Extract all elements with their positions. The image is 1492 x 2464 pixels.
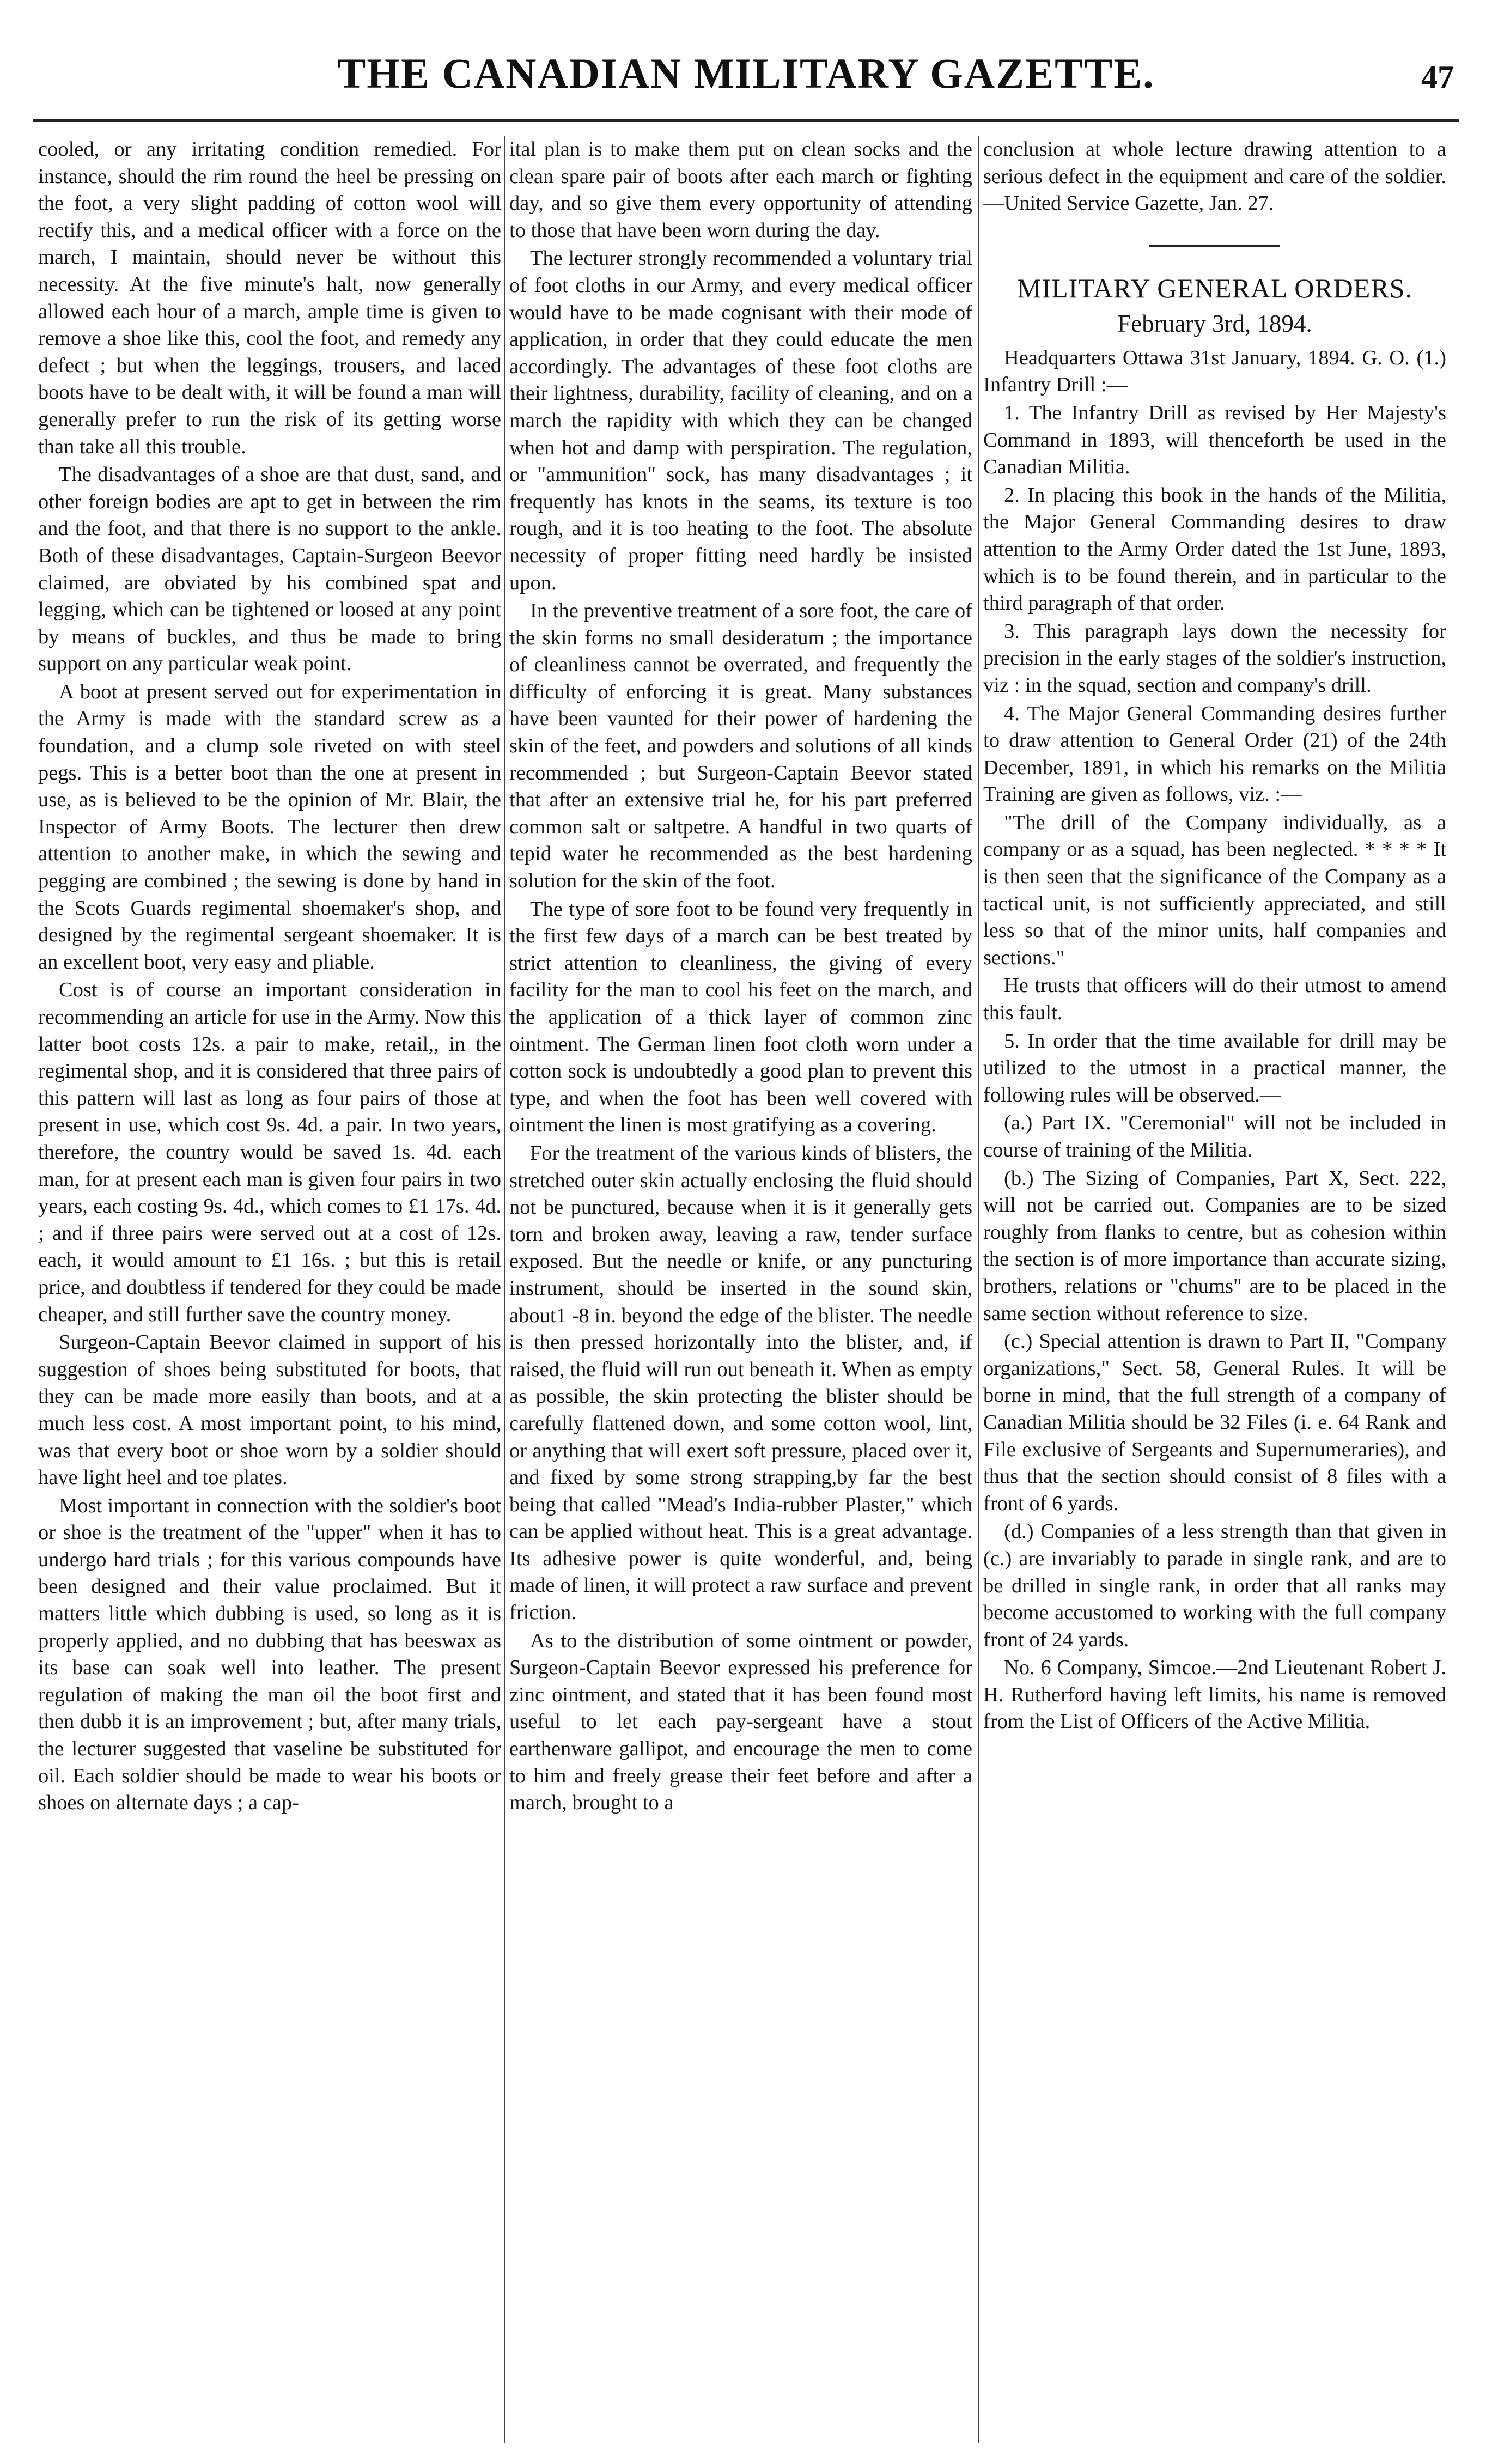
paragraph: ital plan is to make them put on clean socks and the clean spare pair of boots after each march or fighting day, and so give them every opportunity of attending to those that have been worn during the day. <box>509 138 972 242</box>
order-paragraph: 3. This paragraph lays down the necessity for precision in the early stages of the soldier's instruction, viz : in the squad, section and company's drill. <box>983 619 1446 697</box>
paragraph: A boot at present served out for experimentation in the Army is made with the standard screw as a foundation, and a clump sole riveted on with steel pegs. This is a better boot than the one at present in use, as is believed to be the opinion of Mr. Blair, the Inspector of Army Boots. The lecturer then drew attention to another make, in which the sewing and pegging are combined ; the sewing is done by hand in the Scots Guards regimental shoemaker's shop, and designed by the regimental sergeant shoemaker. It is an excellent boot, very easy and pliable. <box>38 680 501 974</box>
page-number: 47 <box>1421 59 1454 95</box>
section-heading: MILITARY GENERAL ORDERS. <box>1016 272 1412 303</box>
text-column-3 <box>983 136 1446 1737</box>
paragraph: Cost is of course an important consideration in recommending an article for use in the Army. Now this latter boot costs 12s. a pair to make, retail,, in the regimental shop, and it is considered that three pairs of this pattern will last as long as four pairs of those at present in use, which cost 9s. 4d. a pair. In two years, therefore, the country would be saved 1s. 4d. each man, for at present each man is given four pairs in two years, each costing 9s. 4d., which comes to £1 17s. 4d. ; and if three pairs were served out at a cost of 12s. each, it would amount to £1 16s. ; but this is retail price, and doubtless if tendered for they could be made cheaper, and still further save the country money. <box>38 978 501 1326</box>
column-divider <box>978 136 979 2443</box>
order-paragraph: (d.) Companies of a less strength than that given in (c.) are invariably to parade in single rank, and are to be drilled in single rank, in order that all ranks may become accustomed to working with the full company front of 24 yards. <box>983 1520 1446 1651</box>
order-paragraph: "The drill of the Company individually, as a company or as a squad, has been neglected. * * * * It is then seen that the significance of the Company as a tactical unit, is not sufficiently appreciated, and still less so that of the minor units, half companies and sections." <box>983 811 1446 969</box>
paragraph: cooled, or any irritating condition remedied. For instance, should the rim round the heel be pressing on the foot, a very slight padding of cotton wool will rectify this, and a medical officer with a force on the march, I maintain, should never be without this necessity. At the five minute's halt, now generally allowed each hour of a march, ample time is given to remove a shoe like this, cool the foot, and remedy any defect ; but when the leggings, trousers, and laced boots have to be dealt with, it will be found a man will generally prefer to run the risk of its getting worse than take all this trouble. <box>38 138 501 458</box>
order-paragraph: (b.) The Sizing of Companies, Part X, Sect. 222, will not be carried out. Companies are to be sized roughly from flanks to centre, but as cohesion within the section is of more importance than accurate sizing, brothers, relations or "chums" are to be placed in the same section without reference to size. <box>983 1166 1446 1325</box>
order-paragraph: (a.) Part IX. "Ceremonial" will not be included in course of training of the Militia. <box>983 1111 1446 1161</box>
paragraph: As to the distribution of some ointment or powder, Surgeon-Captain Beevor expressed his preference for zinc ointment, and stated that it has been found most useful to let each pay-sergeant have a stout earthenware gallipot, and encourage the men to come to him and freely grease their feet before and after a march, brought to a <box>509 1629 972 1815</box>
section-separator <box>1149 245 1280 247</box>
paragraph: In the preventive treatment of a sore foot, the care of the skin forms no small desideratum ; the importance of cleanliness cannot be overrated, and frequently the difficulty of enforcing it is great. Many substances have been vaunted for their power of hardening the skin of the feet, and powders and solutions of all kinds recommended ; but Surgeon-Captain Beevor stated that after an extensive trial he, for his part preferred common salt or saltpetre. A handful in two quarts of tepid water he recommended as the best hardening solution for the skin of the foot. <box>509 599 972 893</box>
order-paragraph: 1. The Infantry Drill as revised by Her Majesty's Command in 1893, will thenceforth be used in the Canadian Militia. <box>983 401 1446 479</box>
paragraph: For the treatment of the various kinds of blisters, the stretched outer skin actually enclosing the fluid should not be punctured, because when it is it generally gets torn and broken away, leaving a raw, tender surface exposed. But the needle or knife, or any puncturing instrument, should be inserted in the sound skin, about1 -8 in. beyond the edge of the blister. The needle is then pressed horizontally into the blister, and, if raised, the fluid will run out beneath it. When as empty as possible, the skin protecting the blister should be carefully flattened down, and some cotton wool, lint, or anything that will exert soft pressure, placed over it, and fixed by some strong strapping,by far the best being that called "Mead's India-rubber Plaster," which can be applied without heat. This is a great advantage. Its adhesive power is quite wonderful, and, being made of linen, it will protect a raw surface and prevent friction. <box>509 1141 972 1625</box>
paragraph: The disadvantages of a shoe are that dust, sand, and other foreign bodies are apt to get in between the rim and the foot, and that there is no support to the ankle. Both of these disadvantages, Captain-Surgeon Beevor claimed, are obviated by his combined spat and legging, which can be tightened or loosed at any point by means of buckles, and thus be made to bring support on any particular weak point. <box>38 463 501 676</box>
paragraph: Surgeon-Captain Beevor claimed in support of his suggestion of shoes being substituted for boots, that they can be made more easily than boots, and at a much less cost. A most important point, to his mind, was that every boot or shoe worn by a soldier should have light heel and toe plates. <box>38 1331 501 1489</box>
order-paragraph: (c.) Special attention is drawn to Part II, "Company organizations," Sect. 58, General Rules. It will be borne in mind, that the full strength of a company of Canadian Militia should be 32 Files (i. e. 64 Rank and File exclusive of Sergeants and Supernumeraries), and thus that the section should consist of 8 files with a front of 6 yards. <box>983 1330 1446 1515</box>
order-paragraph: 2. In placing this book in the hands of the Militia, the Major General Commanding desires to draw attention to the Army Order dated the 1st June, 1893, which is to be found therein, and in particular to the third paragraph of that order. <box>983 483 1446 615</box>
column-divider <box>504 136 505 2443</box>
masthead <box>33 37 1459 122</box>
newspaper-title: THE CANADIAN MILITARY GAZETTE. <box>337 50 1155 97</box>
paragraph: The lecturer strongly recommended a voluntary trial of foot cloths in our Army, and every medical officer would have to be made cognisant with their mode of application, in order that they could educate the men accordingly. The advantages of these foot cloths are their lightness, durability, facility of cleaning, and on a march the rapidity with which they can be changed when hot and damp with perspiration. The regulation, or "ammunition" sock, has many disadvantages ; it frequently has knots in the seams, its texture is too rough, and it is too heating to the foot. The absolute necessity of proper fitting need hardly be insisted upon. <box>509 247 972 594</box>
order-paragraph: He trusts that officers will do their utmost to amend this fault. <box>983 974 1446 1025</box>
order-paragraph: 4. The Major General Commanding desires further to draw attention to General Order (21) of the 24th December, 1891, in which his remarks on the Militia Training are given as follows, viz. :— <box>983 702 1446 806</box>
paragraph: The type of sore foot to be found very frequently in the first few days of a march can be best treated by strict attention to cleanliness, the giving of every facility for the man to cool his feet on the march, and the application of a thick layer of common zinc ointment. The German linen foot cloth worn under a cotton sock is undoubtedly a good plan to prevent this type, and when the foot has been well covered with ointment the linen is most gratifying as a covering. <box>509 897 972 1137</box>
paragraph: conclusion at whole lecture drawing attention to a serious defect in the equipment and care of the soldier.—United Service Gazette, Jan. 27. <box>983 138 1446 215</box>
order-paragraph: No. 6 Company, Simcoe.—2nd Lieutenant Robert J. H. Rutherford having left limits, his name is removed from the List of Officers of the Active Militia. <box>983 1656 1446 1733</box>
text-column-2 <box>509 136 972 1818</box>
text-column-1 <box>38 136 501 1818</box>
section-date: February 3rd, 1894. <box>1117 309 1312 337</box>
order-paragraph: 5. In order that the time available for drill may be utilized to the utmost in a practical manner, the following rules will be observed.— <box>983 1029 1446 1106</box>
paragraph: Most important in connection with the soldier's boot or shoe is the treatment of the "upper" when it has to undergo hard trials ; for this various compounds have been designed and their value proclaimed. But it matters little which dubbing is used, so long as it is properly applied, and no dubbing that has beeswax as its base can soak well into leather. The present regulation of making the man oil the boot first and then dubb it is an improvement ; but, after many trials, the lecturer suggested that vaseline be substituted for oil. Each soldier should be made to wear his boots or shoes on alternate days ; a cap- <box>38 1494 501 1815</box>
order-paragraph: Headquarters Ottawa 31st January, 1894. G. O. (1.) Infantry Drill :— <box>983 346 1446 397</box>
